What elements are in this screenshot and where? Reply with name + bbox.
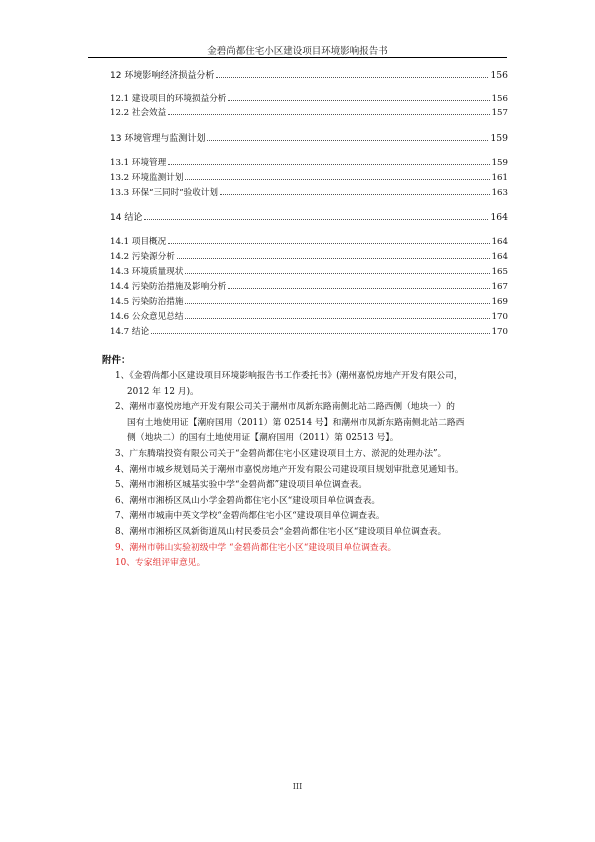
toc-leader-dots	[168, 164, 489, 165]
toc-section-row[interactable]	[110, 237, 508, 248]
toc-page-number: 164	[491, 237, 508, 247]
table-of-contents	[110, 70, 508, 338]
toc-entry-title: 12.1 建设项目的环境损益分析	[110, 94, 227, 104]
toc-section-row[interactable]	[110, 312, 508, 323]
annex-item: 6、潮州市湘桥区凤山小学金碧尚都住宅小区“建设项目单位调查表。	[115, 495, 381, 506]
annex-item: 8、潮州市湘桥区凤新街道凤山村民委员会“金碧尚都住宅小区“建设项目单位调查表。	[115, 526, 447, 537]
toc-leader-dots	[185, 318, 489, 319]
toc-section-row[interactable]	[110, 252, 508, 263]
toc-entry-title: 13 环境管理与监测计划	[110, 134, 206, 144]
toc-page-number: 159	[490, 133, 508, 144]
toc-entry-title: 14 结论	[110, 213, 143, 223]
annex-item: 2、潮州市嘉悦房地产开发有限公司关于潮州市凤新东路南侧北站二路西侧（地块一）的	[115, 402, 455, 413]
annex-item-continuation: 2012 年 12 月)。	[127, 386, 199, 397]
toc-section-row[interactable]	[110, 282, 508, 293]
toc-leader-dots	[151, 333, 490, 334]
toc-entry-title: 14.1 项目概况	[110, 237, 167, 247]
toc-chapter-row[interactable]	[110, 133, 508, 145]
toc-section-row[interactable]	[110, 188, 508, 199]
toc-page-number: 156	[490, 70, 508, 81]
toc-entry-title: 14.4 污染防治措施及影响分析	[110, 282, 227, 292]
toc-leader-dots	[144, 219, 488, 220]
toc-page-number: 163	[491, 188, 508, 198]
toc-entry-title: 14.6 公众意见总结	[110, 312, 184, 322]
toc-leader-dots	[185, 303, 489, 304]
toc-page-number: 167	[491, 282, 508, 292]
toc-section-row[interactable]	[110, 158, 508, 169]
toc-section-row[interactable]	[110, 327, 508, 338]
toc-page-number: 157	[491, 108, 508, 118]
annex-item: 5、潮州市湘桥区城基实验中学“金碧尚都”建设项目单位调查表。	[115, 480, 368, 491]
toc-section-row[interactable]	[110, 108, 508, 119]
toc-leader-dots	[220, 194, 490, 195]
toc-leader-dots	[168, 243, 489, 244]
toc-page-number: 165	[491, 267, 508, 277]
toc-chapter-row[interactable]	[110, 212, 508, 224]
toc-entry-title: 12.2 社会效益	[110, 108, 167, 118]
toc-page-number: 164	[490, 212, 508, 223]
toc-section-row[interactable]	[110, 267, 508, 278]
toc-leader-dots	[185, 179, 489, 180]
annex-item: 10、专家组评审意见。	[115, 558, 206, 569]
toc-entry-title: 14.5 污染防治措施	[110, 297, 184, 307]
toc-page-number: 170	[491, 312, 508, 322]
toc-page-number: 164	[491, 252, 508, 262]
annex-item: 7、潮州市城南中英文学校“金碧尚都住宅小区“建设项目单位调查表。	[115, 511, 385, 522]
annex-item: 3、广东腾瑞投资有限公司关于“金碧尚都住宅小区建设项目土方、淤泥的处理办法”。	[115, 448, 447, 459]
toc-chapter-row[interactable]	[110, 70, 508, 82]
toc-entry-title: 13.3 环保“三同时”验收计划	[110, 188, 218, 198]
annex-item: 1、《金碧尚都小区建设项目环境影响报告书工作委托书》(潮州嘉悦房地产开发有限公司，	[115, 371, 463, 381]
toc-entry-title: 13.2 环境监测计划	[110, 173, 184, 183]
running-header: 金碧尚都住宅小区建设项目环境影响报告书	[207, 46, 388, 57]
toc-leader-dots	[207, 140, 488, 141]
toc-section-row[interactable]	[110, 297, 508, 308]
toc-section-row[interactable]	[110, 173, 508, 184]
toc-entry-title: 14.2 污染源分析	[110, 252, 175, 262]
toc-leader-dots	[216, 77, 488, 78]
annex-item-continuation: 侧（地块二）的国有土地使用证【潮府国用（2011）第 02513 号】。	[127, 433, 399, 444]
toc-section-row[interactable]	[110, 94, 508, 105]
page-number: III	[292, 782, 303, 791]
toc-leader-dots	[168, 114, 489, 115]
toc-entry-title: 13.1 环境管理	[110, 158, 167, 168]
toc-page-number: 161	[491, 173, 508, 183]
header-rule	[88, 57, 507, 58]
toc-page-number: 156	[491, 94, 508, 104]
toc-page-number: 170	[491, 327, 508, 337]
annex-item-continuation: 国有土地使用证【潮府国用（2011）第 02514 号】和潮州市凤新东路南侧北站二路西	[127, 417, 465, 428]
annex-item: 4、潮州市城乡规划局关于潮州市嘉悦房地产开发有限公司建设项目规划审批意见通知书。	[115, 464, 464, 475]
toc-leader-dots	[185, 273, 489, 274]
annex-section	[102, 352, 514, 572]
toc-entry-title: 14.7 结论	[110, 327, 150, 337]
toc-leader-dots	[177, 258, 490, 259]
toc-page-number: 169	[491, 297, 508, 307]
annex-list	[102, 369, 514, 572]
toc-entry-title: 14.3 环境质量现状	[110, 267, 184, 277]
toc-page-number: 159	[491, 158, 508, 168]
toc-entry-title: 12 环境影响经济损益分析	[110, 71, 215, 81]
annex-title: 附件：	[102, 355, 131, 366]
toc-leader-dots	[228, 100, 489, 101]
toc-leader-dots	[228, 288, 489, 289]
annex-item: 9、潮州市韩山实验初级中学 “金碧尚都住宅小区“建设项目单位调查表。	[115, 542, 397, 553]
